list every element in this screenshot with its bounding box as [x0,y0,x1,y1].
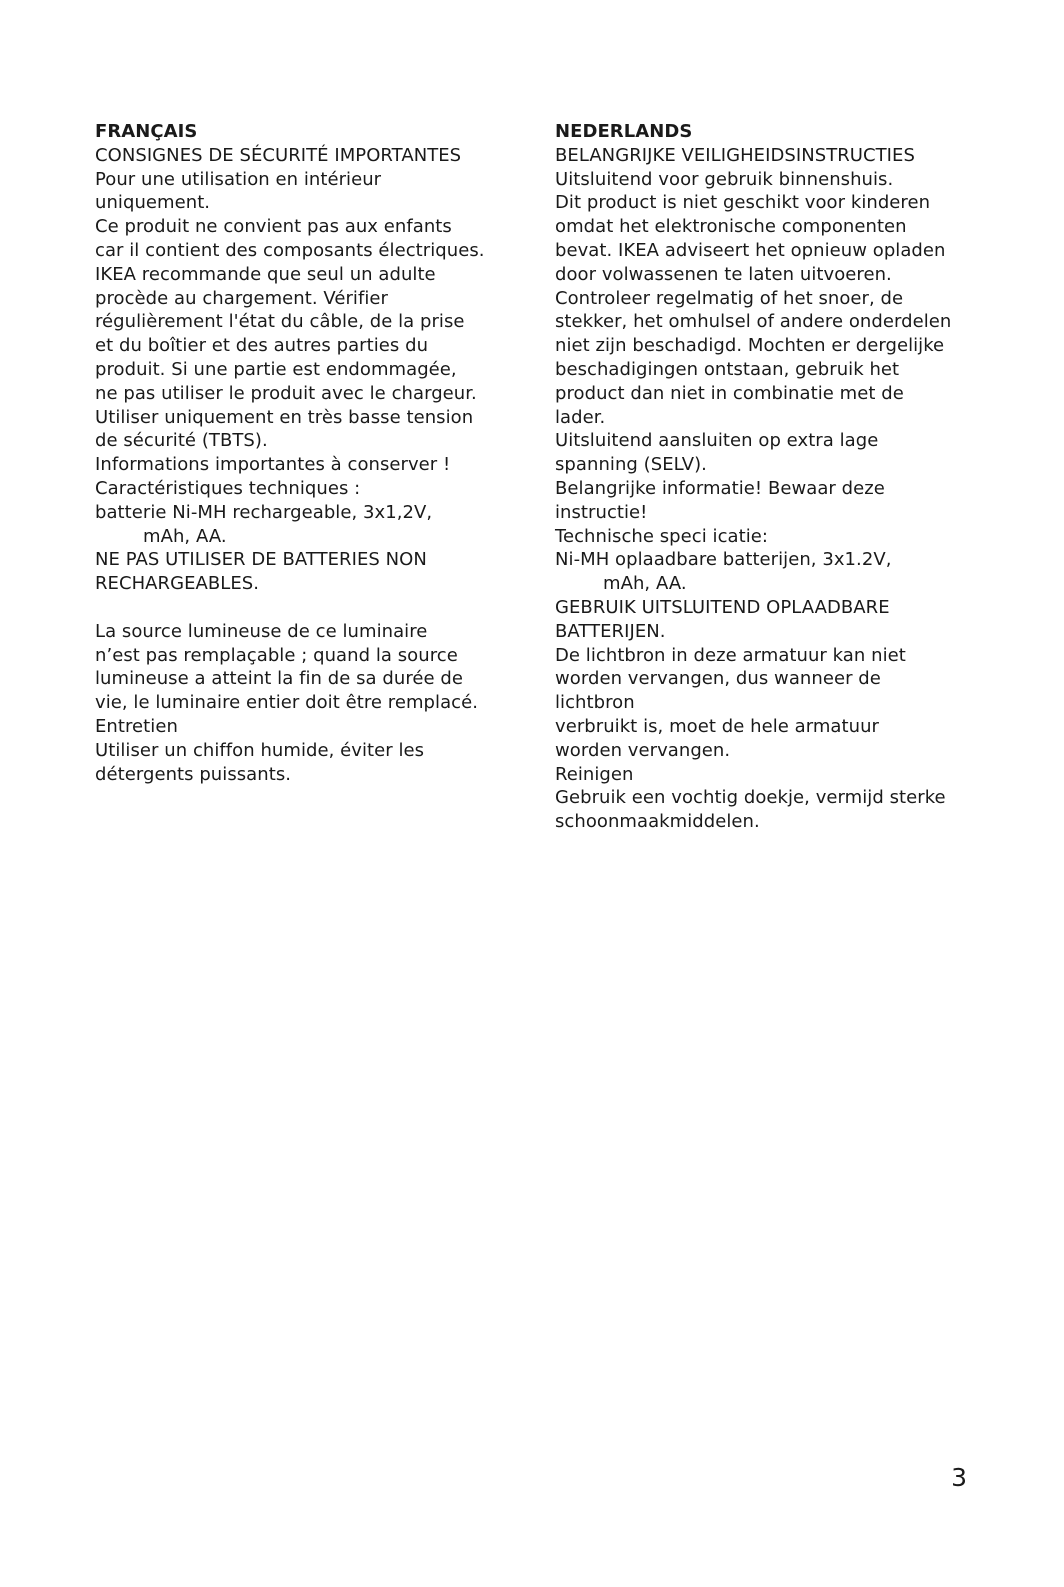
dutch-line: Uitsluitend aansluiten op extra lage [555,430,879,452]
dutch-line: mAh, AA. [603,573,687,595]
dutch-line: beschadigingen ontstaan, gebruik het [555,358,900,380]
french-line: uniquement. [95,192,211,214]
dutch-line: GEBRUIK UITSLUITEND OPLAADBARE [555,596,890,618]
french-line: car il contient des composants électriques. [95,239,485,261]
dutch-line: BELANGRIJKE VEILIGHEIDSINSTRUCTIES [555,144,915,166]
dutch-line: instructie! [555,501,648,523]
french-line: lumineuse a atteint la fin de sa durée de [95,668,463,690]
dutch-line: worden vervangen. [555,739,731,761]
dutch-line: niet zijn beschadigd. Mochten er dergelijke [555,335,945,357]
dutch-line: Controleer regelmatig of het snoer, de [555,287,904,309]
french-line: NE PAS UTILISER DE BATTERIES NON [95,549,427,571]
french-line: Entretien [95,715,178,737]
paragraph-gap [95,596,535,620]
dutch-line: Gebruik een vochtig doekje, vermijd sterke [555,787,946,809]
dutch-line: Technische speci icatie: [555,525,769,547]
french-line: n’est pas remplaçable ; quand la source [95,644,458,666]
dutch-line: bevat. IKEA adviseert het opnieuw opladen [555,239,946,261]
french-line: RECHARGEABLES. [95,573,260,595]
dutch-line: worden vervangen, dus wanneer de [555,668,881,690]
french-line: IKEA recommande que seul un adulte [95,263,436,285]
dutch-line: Dit product is niet geschikt voor kinderen [555,192,931,214]
french-line: Pour une utilisation en intérieur [95,168,382,190]
french-line: de sécurité (TBTS). [95,430,268,452]
dutch-line: spanning (SELV). [555,454,707,476]
french-line: procède au chargement. Vérifier [95,287,388,309]
french-line: Utiliser uniquement en très basse tension [95,406,474,428]
french-line: régulièrement l'état du câble, de la prise [95,311,465,333]
dutch-line: Uitsluitend voor gebruik binnenshuis. [555,168,894,190]
page-number: 3 [951,1463,967,1492]
french-line: mAh, AA. [143,525,227,547]
french-section [95,120,535,786]
french-line: Caractéristiques techniques : [95,477,361,499]
french-line: batterie Ni-MH rechargeable, 3x1,2V, [95,501,433,523]
french-line: Ce produit ne convient pas aux enfants [95,216,452,238]
french-line: CONSIGNES DE SÉCURITÉ IMPORTANTES [95,144,462,166]
french-line: et du boîtier et des autres parties du [95,335,429,357]
french-line: Informations importantes à conserver ! [95,454,451,476]
french-heading: FRANÇAIS [95,121,198,142]
dutch-heading: NEDERLANDS [555,121,693,142]
french-line: Utiliser un chiffon humide, éviter les [95,739,425,761]
dutch-line: Ni-MH oplaadbare batterijen, 3x1.2V, [555,549,892,571]
dutch-line: lichtbron [555,692,635,714]
dutch-line: De lichtbron in deze armatuur kan niet [555,644,906,666]
dutch-line: stekker, het omhulsel of andere onderdelen [555,311,952,333]
french-line: La source lumineuse de ce luminaire [95,620,428,642]
dutch-section [555,120,1025,834]
dutch-line: lader. [555,406,606,428]
french-line: détergents puissants. [95,763,292,785]
dutch-line: Reinigen [555,763,634,785]
dutch-line: BATTERIJEN. [555,620,666,642]
dutch-line: product dan niet in combinatie met de [555,382,904,404]
dutch-line: Belangrijke informatie! Bewaar deze [555,477,885,499]
french-line: vie, le luminaire entier doit être remplacé. [95,692,479,714]
dutch-line: schoonmaakmiddelen. [555,811,760,833]
dutch-line: omdat het elektronische componenten [555,216,907,238]
dutch-line: door volwassenen te laten uitvoeren. [555,263,892,285]
french-line: produit. Si une partie est endommagée, [95,358,457,380]
dutch-line: verbruikt is, moet de hele armatuur [555,715,879,737]
french-line: ne pas utiliser le produit avec le chargeur. [95,382,477,404]
